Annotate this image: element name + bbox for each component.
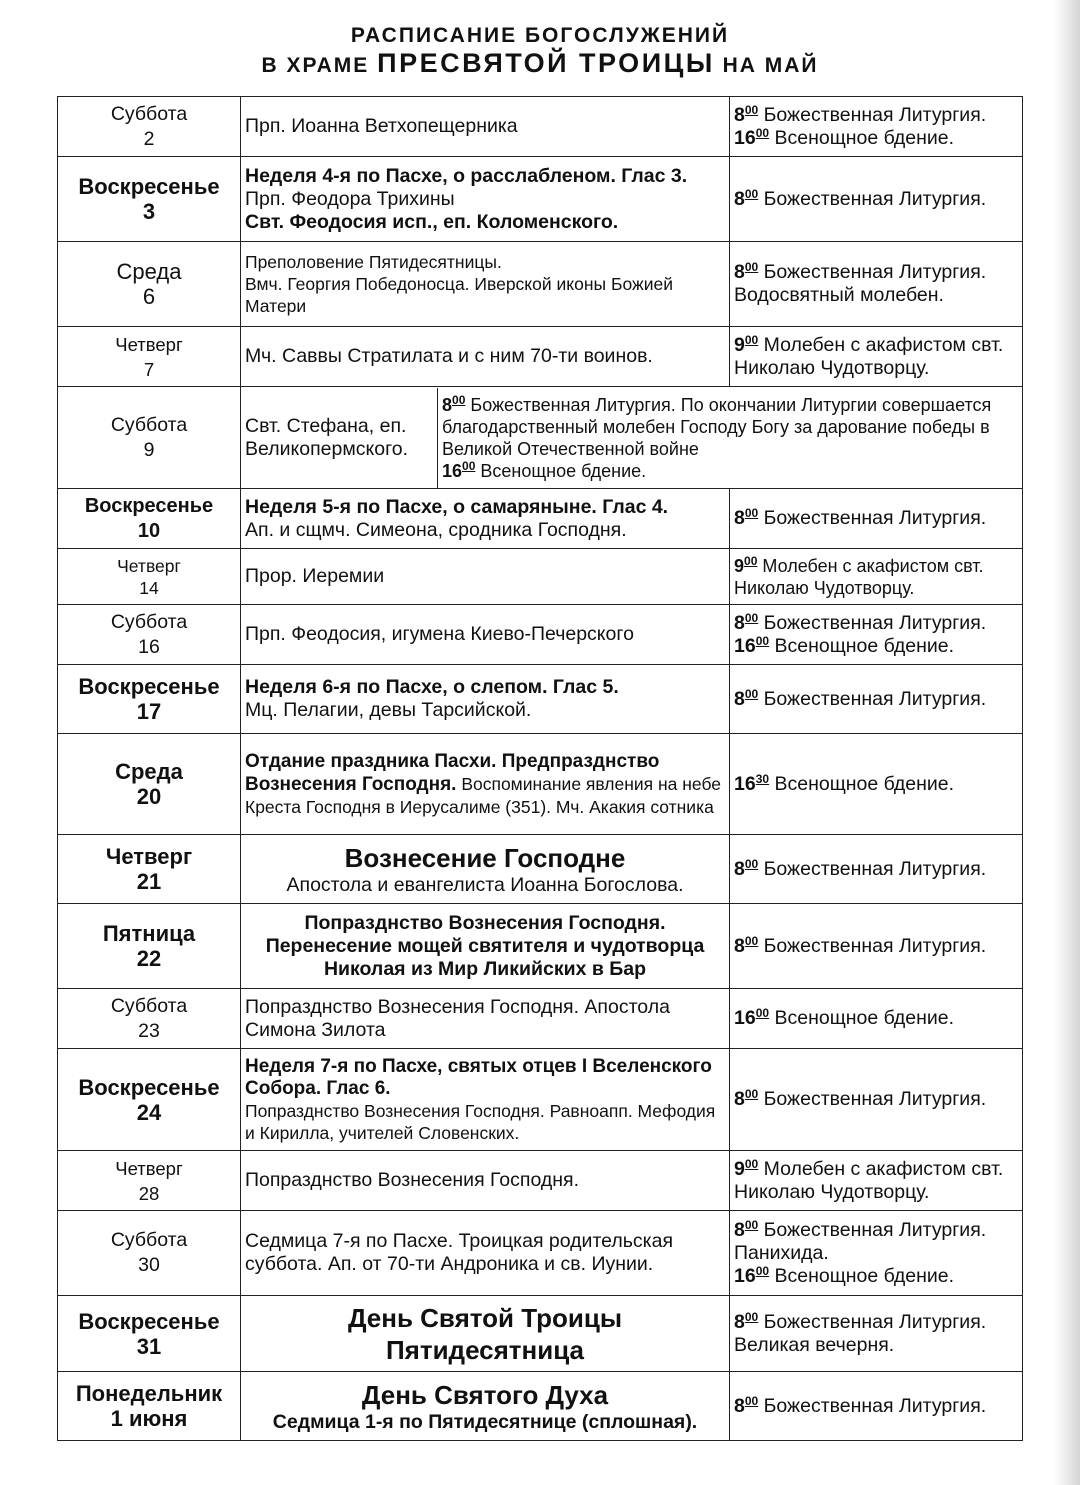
saint-text: Неделя 6-я по Пасхе, о слепом. Глас 5. [245,676,619,698]
schedule-row [58,1372,1023,1441]
day-number: 30 [138,1254,160,1276]
day-cell [58,97,241,157]
saint-text: Мц. Пелагии, девы Тарсийской. [245,699,532,721]
service-hour: 16 [734,126,756,149]
day-number: 20 [136,784,162,809]
service-line [734,555,1018,599]
service-text: Всенощное бдение. [769,634,955,657]
service-line [734,688,1018,711]
service-hour: 16 [734,772,756,795]
day-name: Суббота [110,1229,188,1251]
day-cell [58,1151,241,1211]
day-number: 17 [136,699,162,724]
schedule-row [58,327,1023,387]
service-cell [730,835,1023,904]
service-cell [730,665,1023,734]
service-text: Божественная Литургия. [758,611,987,634]
service-minutes: 00 [744,856,759,871]
merged-cell [241,387,1023,489]
service-cell [730,1372,1023,1441]
feast-title: Пятидесятница [385,1334,584,1365]
service-line [734,612,1018,635]
service-hour: 8 [734,1394,745,1417]
schedule-row [58,97,1023,157]
service-hour: 9 [734,333,745,356]
saint-text: Неделя 5-я по Пасхе, о самаряныне. Глас 4. [245,495,669,518]
day-name: Воскресенье [78,1308,220,1334]
schedule-row [58,1049,1023,1151]
saint-text: Перенесение мощей святителя и чудотворца [265,934,705,957]
day-number: 21 [136,869,162,894]
service-hour: 16 [734,1007,756,1029]
day-name: Суббота [110,102,188,125]
title-church-name: ПРЕСВЯТОЙ ТРОИЦЫ [377,48,715,78]
saint-cell [241,327,730,387]
saint-text: Отдание праздника Пасхи. Предпразднство Вознесения Господня. [245,750,660,795]
service-hour: 8 [734,857,745,880]
day-number: 3 [142,199,156,224]
service-text: Божественная Литургия. [758,857,987,880]
service-cell [730,489,1023,549]
service-text: Всенощное бдение. [769,772,955,795]
day-number: 1 июня [110,1406,188,1431]
service-minutes: 00 [744,1217,759,1232]
saint-cell [241,388,438,488]
service-minutes: 00 [744,610,759,625]
schedule-row [58,734,1023,835]
saint-cell [241,1151,730,1211]
service-line [734,935,1018,958]
service-text: Божественная Литургия. [758,187,987,210]
day-name: Суббота [110,610,188,633]
service-hour: 8 [734,103,745,126]
service-line [734,1007,1018,1030]
saint-text: Прор. Иеремии [245,565,385,587]
day-cell [58,605,241,665]
service-text: Божественная Литургия. [758,687,987,710]
saint-cell [241,605,730,665]
service-line [734,858,1018,881]
schedule-row [58,904,1023,989]
schedule-table [57,96,1023,1441]
service-minutes: 00 [462,458,476,473]
day-cell [58,1372,241,1441]
day-name: Суббота [110,994,188,1017]
service-cell [730,989,1023,1049]
saint-cell [241,734,730,835]
day-name: Воскресенье [78,1074,220,1100]
day-cell [58,734,241,835]
day-name: Четверг [115,1157,183,1179]
saint-text: Мч. Саввы Стратилата и с ним 70-ти воинов. [245,345,653,367]
service-line [734,1311,1018,1334]
service-hour: 16 [442,460,463,481]
day-number: 31 [136,1333,162,1359]
schedule-row [58,157,1023,242]
service-text: Божественная Литургия. [758,1218,987,1241]
service-minutes: 00 [744,260,759,274]
day-name: Четверг [105,844,193,869]
service-text: Божественная Литургия. Водосвятный молебен. [734,261,987,306]
feast-title: День Святой Троицы [347,1302,623,1333]
service-hour: 16 [734,634,756,657]
day-cell [58,904,241,989]
service-hour: 8 [734,687,745,710]
service-cell [730,549,1023,605]
day-name: Воскресенье [78,174,220,199]
day-cell [58,157,241,242]
schedule-row [58,1211,1023,1296]
page-title-line2 [0,48,1080,79]
service-text: Великая вечерня. [734,1333,895,1356]
service-hour: 16 [734,1264,756,1287]
page-title-line1: РАСПИСАНИЕ БОГОСЛУЖЕНИЙ [350,24,730,47]
day-cell [58,387,241,489]
service-minutes: 00 [744,332,759,347]
service-line [734,1395,1018,1418]
service-cell [730,1211,1023,1296]
service-hour: 8 [734,1310,745,1333]
service-minutes: 00 [744,1393,759,1408]
schedule-row [58,489,1023,549]
service-line [734,773,1018,796]
service-hour: 8 [734,934,745,957]
saint-text: Ап. и сщмч. Симеона, сродника Господня. [245,518,627,541]
service-cell [730,734,1023,835]
service-cell [730,1151,1023,1211]
merged-inner [241,388,1022,488]
service-line [734,1265,1018,1288]
day-cell [58,489,241,549]
saint-cell [241,97,730,157]
service-text: Божественная Литургия. [758,507,987,529]
service-text: Божественная Литургия. [758,1310,987,1333]
day-cell [58,549,241,605]
day-number: 24 [136,1099,162,1125]
saint-cell [241,1049,730,1151]
service-minutes: 00 [744,186,759,201]
schedule-row [58,387,1023,489]
day-name: Четверг [115,333,183,355]
saint-text: Попразднство Вознесения Господня. Апостола Симона Зилота [245,995,670,1041]
day-name: Воскресенье [78,674,220,699]
service-line [734,334,1018,380]
service-hour: 8 [734,507,745,529]
page-edge-shadow [1054,0,1080,1485]
day-cell [58,1211,241,1296]
service-line [734,104,1018,127]
service-cell [438,388,1023,488]
day-name: Среда [115,759,183,784]
day-number: 6 [142,284,156,309]
saint-cell [241,1296,730,1372]
service-text: Божественная Литургия. [758,103,987,126]
day-name: Пятница [102,921,196,946]
day-number: 23 [138,1019,160,1042]
saint-text: Вмч. Георгия Победоносца. Иверской иконы Божией Матери [245,274,673,316]
service-line [734,127,1018,150]
service-text: Всенощное бдение. [475,460,647,481]
day-cell [58,327,241,387]
service-line [734,1219,1018,1242]
service-hour: 8 [734,611,745,634]
saint-text: Свт. Феодосия исп., еп. Коломенского. [245,210,619,233]
service-minutes: 30 [755,771,770,786]
saint-text: Прп. Феодора Трихины [245,187,455,210]
service-line [734,1334,1018,1357]
day-number: 10 [137,519,161,542]
day-cell [58,989,241,1049]
service-text: Божественная Литургия. [758,934,987,957]
service-hour: 9 [734,555,745,576]
saint-text: Попразднство Вознесения Господня. [245,1169,580,1191]
day-name: Четверг [117,555,181,576]
service-text: Божественная Литургия. [758,1088,987,1110]
saint-cell [241,242,730,327]
saint-cell [241,835,730,904]
saint-text: Свт. Стефана, еп. Великопермского. [245,414,409,460]
saint-text: Преполовение Пятидесятницы. [245,252,502,272]
saint-cell [241,157,730,242]
saint-text: Седмица 7-я по Пасхе. Троицкая родительская суббота. Ап. от 70-ти Андроника и св. Иунии. [245,1230,674,1275]
service-line [734,1158,1018,1204]
day-name: Суббота [110,413,188,436]
saint-text: Апостола и евангелиста Иоанна Богослова. [286,873,684,896]
service-line [734,635,1018,658]
service-text: Божественная Литургия. [758,1394,987,1417]
day-number: 22 [136,946,162,971]
service-cell [730,157,1023,242]
service-text: Молебен с акафистом свт. Николаю Чудотворцу. [734,555,984,598]
service-line [734,188,1018,211]
service-text: Всенощное бдение. [769,126,955,149]
service-line [734,1242,1018,1265]
service-minutes: 00 [755,125,770,140]
service-hour: 8 [734,1088,745,1110]
day-cell [58,665,241,734]
service-hour: 8 [734,187,745,210]
service-hour: 9 [734,1157,745,1180]
service-line [734,507,1018,530]
saint-text: Прп. Феодосия, игумена Киево-Печерского [245,623,634,645]
saint-cell [241,904,730,989]
service-cell [730,605,1023,665]
service-minutes: 00 [744,102,759,117]
service-hour: 8 [442,394,453,415]
day-number: 9 [143,438,155,461]
service-hour: 8 [734,261,745,283]
service-cell [730,327,1023,387]
day-number: 28 [138,1182,160,1204]
service-line [734,261,1018,307]
service-minutes: 00 [755,633,770,648]
feast-title: День Святого Духа [361,1379,609,1410]
service-cell [730,1049,1023,1151]
day-number: 2 [143,127,155,150]
service-text: Всенощное бдение. [769,1007,955,1029]
schedule-row [58,549,1023,605]
service-text: Божественная Литургия. По окончании Литургии совершается благодарственный молебен Господу Богу за дарование победы в Великой Отечественной войне [442,394,992,459]
schedule-row [58,1296,1023,1372]
service-minutes: 00 [744,1156,759,1171]
service-line [442,394,1018,460]
service-cell [730,904,1023,989]
service-minutes: 00 [755,1006,770,1020]
saint-text: Неделя 4-я по Пасхе, о расслабленом. Глас 3. [245,164,688,187]
title-prefix: В ХРАМЕ [261,54,370,77]
saint-text: Седмица 1-я по Пятидесятнице (сплошная). [272,1410,698,1433]
saint-text: Прп. Иоанна Ветхопещерника [245,115,518,137]
day-number: 7 [143,358,155,380]
day-cell [58,835,241,904]
service-text: Молебен с акафистом свт. Николаю Чудотворцу. [734,1157,1004,1203]
saint-cell [241,549,730,605]
service-minutes: 00 [744,686,759,701]
saint-text: Попразднство Вознесения Господня. Равноапп. Мефодия и Кирилла, учителей Словенских. [245,1100,716,1143]
service-cell [730,1296,1023,1372]
service-text: Молебен с акафистом свт. Николаю Чудотворцу. [734,333,1004,379]
day-name: Понедельник [75,1381,223,1406]
day-name: Воскресенье [84,494,214,517]
service-cell [730,242,1023,327]
schedule-row [58,242,1023,327]
day-cell [58,242,241,327]
day-number: 16 [138,635,160,658]
schedule-row [58,989,1023,1049]
saint-text: Попразднство Вознесения Господня. [304,911,666,934]
saint-cell [241,1372,730,1441]
service-minutes: 00 [744,506,759,520]
service-line [442,460,1018,482]
service-line [734,1088,1018,1111]
saint-cell [241,1211,730,1296]
service-hour: 8 [734,1218,745,1241]
saint-cell [241,489,730,549]
saint-text: Неделя 7-я по Пасхе, святых отцев I Вселенского Собора. Глас 6. [245,1055,712,1099]
service-minutes: 00 [755,1263,770,1278]
schedule-row [58,665,1023,734]
service-minutes: 00 [744,553,758,568]
feast-title: Вознесение Господне [344,842,626,873]
service-minutes: 00 [744,1309,759,1324]
day-cell [58,1049,241,1151]
schedule-row [58,835,1023,904]
saint-text: Воспоминание явления на небе Креста Господня в Иерусалиме (351). Мч. Акакия сотника [245,773,722,817]
schedule-row [58,1151,1023,1211]
service-minutes: 00 [744,933,759,948]
day-cell [58,1296,241,1372]
title-month: НА МАЙ [722,54,819,77]
service-cell [730,97,1023,157]
saint-cell [241,665,730,734]
day-name: Среда [116,259,182,284]
service-minutes: 00 [452,392,466,407]
day-number: 14 [139,577,159,598]
schedule-row [58,605,1023,665]
saint-cell [241,989,730,1049]
service-minutes: 00 [744,1087,759,1101]
saint-text: Николая из Мир Ликийских в Бар [323,957,647,980]
service-text: Панихида. [734,1241,829,1264]
service-text: Всенощное бдение. [769,1264,955,1287]
